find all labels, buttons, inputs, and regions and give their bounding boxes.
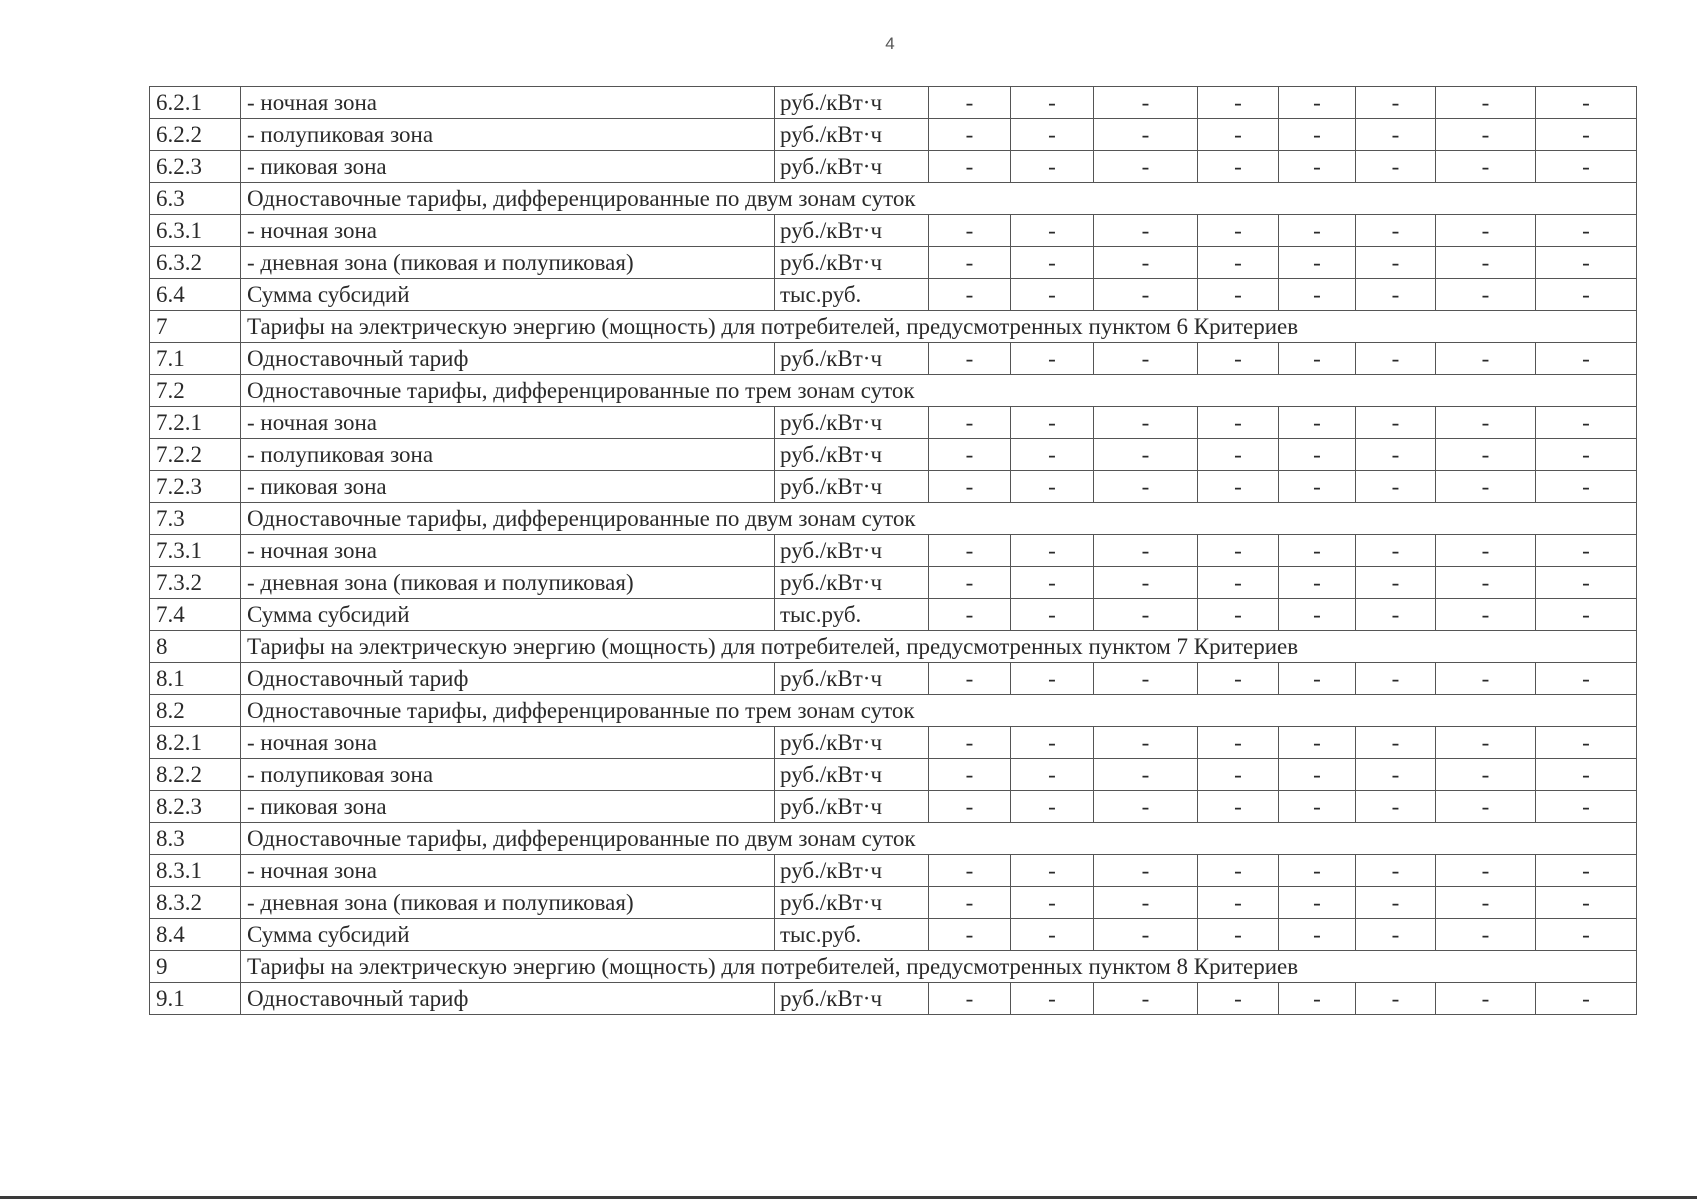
value-cell: -	[1356, 119, 1436, 151]
value-cell: -	[1094, 87, 1198, 119]
value-cell: -	[1094, 983, 1198, 1015]
value-cell: -	[929, 535, 1011, 567]
value-cell: -	[1436, 535, 1536, 567]
table-row	[150, 983, 1637, 1015]
table-row	[150, 663, 1637, 695]
row-number: 7.2	[150, 375, 241, 407]
row-number: 7.1	[150, 343, 241, 375]
table-row	[150, 567, 1637, 599]
section-row	[150, 951, 1637, 983]
value-cell: -	[1094, 727, 1198, 759]
value-cell: -	[1356, 407, 1436, 439]
value-cell: -	[929, 439, 1011, 471]
value-cell: -	[1198, 247, 1279, 279]
value-cell: -	[1094, 407, 1198, 439]
value-cell: -	[1356, 759, 1436, 791]
value-cell: -	[1436, 663, 1536, 695]
value-cell: -	[1279, 983, 1356, 1015]
value-cell: -	[1198, 215, 1279, 247]
value-cell: -	[1011, 663, 1094, 695]
value-cell: -	[1436, 567, 1536, 599]
section-row	[150, 695, 1637, 727]
row-number: 7.3.1	[150, 535, 241, 567]
row-number: 6.3.2	[150, 247, 241, 279]
value-cell: -	[1356, 663, 1436, 695]
value-cell: -	[1279, 919, 1356, 951]
row-label: - ночная зона	[241, 727, 775, 759]
value-cell: -	[1356, 151, 1436, 183]
value-cell: -	[1536, 855, 1637, 887]
row-unit: руб./кВт·ч	[775, 535, 929, 567]
section-row	[150, 183, 1637, 215]
section-title: Одноставочные тарифы, дифференцированные по двум зонам суток	[241, 503, 1637, 535]
value-cell: -	[929, 599, 1011, 631]
value-cell: -	[1198, 87, 1279, 119]
value-cell: -	[929, 247, 1011, 279]
value-cell: -	[1198, 919, 1279, 951]
value-cell: -	[1536, 407, 1637, 439]
section-title: Тарифы на электрическую энергию (мощность) для потребителей, предусмотренных пунктом 6 Критериев	[241, 311, 1637, 343]
row-number: 6.2.3	[150, 151, 241, 183]
row-number: 7.2.1	[150, 407, 241, 439]
value-cell: -	[1356, 887, 1436, 919]
value-cell: -	[1436, 279, 1536, 311]
row-unit: руб./кВт·ч	[775, 119, 929, 151]
value-cell: -	[1356, 983, 1436, 1015]
value-cell: -	[1356, 215, 1436, 247]
row-unit: руб./кВт·ч	[775, 343, 929, 375]
value-cell: -	[1536, 887, 1637, 919]
row-unit: руб./кВт·ч	[775, 87, 929, 119]
row-number: 8.2.2	[150, 759, 241, 791]
value-cell: -	[1436, 247, 1536, 279]
section-row	[150, 631, 1637, 663]
table-row	[150, 471, 1637, 503]
value-cell: -	[1094, 439, 1198, 471]
value-cell: -	[929, 919, 1011, 951]
table-row	[150, 535, 1637, 567]
value-cell: -	[1536, 663, 1637, 695]
value-cell: -	[1436, 887, 1536, 919]
table-row	[150, 279, 1637, 311]
value-cell: -	[1279, 279, 1356, 311]
row-label: Сумма субсидий	[241, 599, 775, 631]
value-cell: -	[1436, 151, 1536, 183]
value-cell: -	[929, 663, 1011, 695]
value-cell: -	[1198, 343, 1279, 375]
table-row	[150, 343, 1637, 375]
value-cell: -	[1279, 151, 1356, 183]
value-cell: -	[929, 983, 1011, 1015]
row-number: 6.3.1	[150, 215, 241, 247]
row-unit: руб./кВт·ч	[775, 855, 929, 887]
row-label: - полупиковая зона	[241, 119, 775, 151]
value-cell: -	[1536, 919, 1637, 951]
value-cell: -	[929, 791, 1011, 823]
value-cell: -	[929, 343, 1011, 375]
value-cell: -	[1198, 567, 1279, 599]
value-cell: -	[1356, 855, 1436, 887]
value-cell: -	[1279, 855, 1356, 887]
value-cell: -	[1436, 599, 1536, 631]
value-cell: -	[1198, 279, 1279, 311]
row-label: Одноставочный тариф	[241, 663, 775, 695]
row-unit: тыс.руб.	[775, 599, 929, 631]
section-title: Одноставочные тарифы, дифференцированные по трем зонам суток	[241, 695, 1637, 727]
value-cell: -	[929, 279, 1011, 311]
value-cell: -	[1356, 439, 1436, 471]
row-label: - ночная зона	[241, 407, 775, 439]
value-cell: -	[1011, 215, 1094, 247]
value-cell: -	[1536, 279, 1637, 311]
value-cell: -	[1279, 439, 1356, 471]
row-unit: руб./кВт·ч	[775, 727, 929, 759]
value-cell: -	[1279, 407, 1356, 439]
value-cell: -	[1198, 887, 1279, 919]
value-cell: -	[1011, 151, 1094, 183]
value-cell: -	[1436, 727, 1536, 759]
value-cell: -	[1011, 535, 1094, 567]
value-cell: -	[1198, 407, 1279, 439]
value-cell: -	[1356, 599, 1436, 631]
value-cell: -	[1436, 759, 1536, 791]
value-cell: -	[1011, 439, 1094, 471]
table-row	[150, 855, 1637, 887]
section-title: Одноставочные тарифы, дифференцированные по трем зонам суток	[241, 375, 1637, 407]
value-cell: -	[1094, 343, 1198, 375]
value-cell: -	[1279, 567, 1356, 599]
row-label: - ночная зона	[241, 855, 775, 887]
value-cell: -	[1094, 567, 1198, 599]
value-cell: -	[1356, 247, 1436, 279]
value-cell: -	[1536, 759, 1637, 791]
section-row	[150, 823, 1637, 855]
row-number: 7.2.2	[150, 439, 241, 471]
row-label: - ночная зона	[241, 87, 775, 119]
row-unit: руб./кВт·ч	[775, 663, 929, 695]
row-number: 8.3.2	[150, 887, 241, 919]
value-cell: -	[1536, 119, 1637, 151]
value-cell: -	[1356, 471, 1436, 503]
row-unit: тыс.руб.	[775, 919, 929, 951]
value-cell: -	[1356, 567, 1436, 599]
row-label: - пиковая зона	[241, 471, 775, 503]
row-label: - пиковая зона	[241, 151, 775, 183]
value-cell: -	[1536, 439, 1637, 471]
row-unit: руб./кВт·ч	[775, 215, 929, 247]
value-cell: -	[1279, 535, 1356, 567]
row-number: 7.4	[150, 599, 241, 631]
value-cell: -	[1279, 759, 1356, 791]
value-cell: -	[1356, 919, 1436, 951]
row-number: 9	[150, 951, 241, 983]
section-row	[150, 375, 1637, 407]
value-cell: -	[1279, 791, 1356, 823]
row-number: 6.2.2	[150, 119, 241, 151]
value-cell: -	[1536, 567, 1637, 599]
row-number: 8	[150, 631, 241, 663]
value-cell: -	[1536, 151, 1637, 183]
value-cell: -	[929, 215, 1011, 247]
table-row	[150, 727, 1637, 759]
table-row	[150, 87, 1637, 119]
value-cell: -	[1094, 887, 1198, 919]
row-unit: руб./кВт·ч	[775, 567, 929, 599]
value-cell: -	[1198, 119, 1279, 151]
row-number: 6.3	[150, 183, 241, 215]
value-cell: -	[1011, 855, 1094, 887]
value-cell: -	[929, 119, 1011, 151]
row-unit: руб./кВт·ч	[775, 151, 929, 183]
value-cell: -	[1011, 599, 1094, 631]
value-cell: -	[1436, 855, 1536, 887]
tariff-table	[149, 86, 1637, 1015]
value-cell: -	[1011, 887, 1094, 919]
bottom-scan-edge	[0, 1196, 1697, 1199]
table-row	[150, 119, 1637, 151]
value-cell: -	[1094, 535, 1198, 567]
value-cell: -	[1279, 727, 1356, 759]
value-cell: -	[1279, 343, 1356, 375]
table-row	[150, 599, 1637, 631]
value-cell: -	[1011, 791, 1094, 823]
value-cell: -	[1011, 567, 1094, 599]
row-number: 9.1	[150, 983, 241, 1015]
row-label: - ночная зона	[241, 215, 775, 247]
table-row	[150, 791, 1637, 823]
row-number: 6.2.1	[150, 87, 241, 119]
value-cell: -	[1198, 439, 1279, 471]
row-unit: руб./кВт·ч	[775, 983, 929, 1015]
row-label: Сумма субсидий	[241, 919, 775, 951]
table-row	[150, 439, 1637, 471]
value-cell: -	[1536, 791, 1637, 823]
value-cell: -	[929, 407, 1011, 439]
row-number: 8.3.1	[150, 855, 241, 887]
value-cell: -	[1011, 759, 1094, 791]
value-cell: -	[1536, 247, 1637, 279]
value-cell: -	[1279, 87, 1356, 119]
value-cell: -	[929, 759, 1011, 791]
value-cell: -	[1436, 343, 1536, 375]
row-unit: руб./кВт·ч	[775, 247, 929, 279]
section-row	[150, 503, 1637, 535]
value-cell: -	[1094, 151, 1198, 183]
value-cell: -	[1279, 247, 1356, 279]
value-cell: -	[929, 727, 1011, 759]
value-cell: -	[1279, 663, 1356, 695]
row-number: 6.4	[150, 279, 241, 311]
value-cell: -	[1356, 279, 1436, 311]
value-cell: -	[1094, 119, 1198, 151]
value-cell: -	[929, 567, 1011, 599]
value-cell: -	[1536, 599, 1637, 631]
value-cell: -	[1356, 535, 1436, 567]
value-cell: -	[1011, 279, 1094, 311]
row-label: Одноставочный тариф	[241, 343, 775, 375]
row-label: Одноставочный тариф	[241, 983, 775, 1015]
row-number: 7.3.2	[150, 567, 241, 599]
value-cell: -	[1436, 439, 1536, 471]
row-number: 8.2.1	[150, 727, 241, 759]
value-cell: -	[1198, 759, 1279, 791]
value-cell: -	[1436, 983, 1536, 1015]
row-label: - ночная зона	[241, 535, 775, 567]
table-row	[150, 407, 1637, 439]
table-row	[150, 759, 1637, 791]
value-cell: -	[1094, 279, 1198, 311]
value-cell: -	[1436, 919, 1536, 951]
row-unit: руб./кВт·ч	[775, 471, 929, 503]
section-title: Одноставочные тарифы, дифференцированные по двум зонам суток	[241, 183, 1637, 215]
value-cell: -	[1356, 343, 1436, 375]
row-number: 7	[150, 311, 241, 343]
row-label: - полупиковая зона	[241, 439, 775, 471]
value-cell: -	[1356, 727, 1436, 759]
row-label: - полупиковая зона	[241, 759, 775, 791]
table-row	[150, 919, 1637, 951]
value-cell: -	[1436, 87, 1536, 119]
row-label: - дневная зона (пиковая и полупиковая)	[241, 247, 775, 279]
value-cell: -	[1536, 727, 1637, 759]
row-label: Сумма субсидий	[241, 279, 775, 311]
value-cell: -	[1094, 471, 1198, 503]
value-cell: -	[1436, 407, 1536, 439]
value-cell: -	[1279, 471, 1356, 503]
row-unit: руб./кВт·ч	[775, 439, 929, 471]
row-number: 8.2	[150, 695, 241, 727]
section-title: Тарифы на электрическую энергию (мощность) для потребителей, предусмотренных пунктом 7 Критериев	[241, 631, 1637, 663]
value-cell: -	[1094, 759, 1198, 791]
table-body	[150, 87, 1637, 1015]
value-cell: -	[1198, 663, 1279, 695]
value-cell: -	[1198, 983, 1279, 1015]
row-number: 7.2.3	[150, 471, 241, 503]
value-cell: -	[1279, 599, 1356, 631]
value-cell: -	[1436, 791, 1536, 823]
section-title: Тарифы на электрическую энергию (мощность) для потребителей, предусмотренных пунктом 8 Критериев	[241, 951, 1637, 983]
value-cell: -	[1094, 791, 1198, 823]
row-unit: тыс.руб.	[775, 279, 929, 311]
value-cell: -	[1356, 791, 1436, 823]
value-cell: -	[1011, 983, 1094, 1015]
value-cell: -	[1198, 599, 1279, 631]
value-cell: -	[1279, 887, 1356, 919]
row-number: 7.3	[150, 503, 241, 535]
value-cell: -	[1094, 247, 1198, 279]
value-cell: -	[1436, 119, 1536, 151]
table-row	[150, 151, 1637, 183]
value-cell: -	[929, 887, 1011, 919]
value-cell: -	[1094, 599, 1198, 631]
value-cell: -	[1198, 535, 1279, 567]
value-cell: -	[1011, 919, 1094, 951]
value-cell: -	[1094, 855, 1198, 887]
value-cell: -	[1011, 407, 1094, 439]
value-cell: -	[1198, 855, 1279, 887]
value-cell: -	[1011, 471, 1094, 503]
table-row	[150, 247, 1637, 279]
value-cell: -	[929, 855, 1011, 887]
value-cell: -	[1011, 87, 1094, 119]
value-cell: -	[1094, 215, 1198, 247]
value-cell: -	[1536, 535, 1637, 567]
value-cell: -	[1094, 919, 1198, 951]
row-unit: руб./кВт·ч	[775, 407, 929, 439]
value-cell: -	[1536, 343, 1637, 375]
table-row	[150, 215, 1637, 247]
row-label: - дневная зона (пиковая и полупиковая)	[241, 567, 775, 599]
value-cell: -	[1198, 727, 1279, 759]
row-unit: руб./кВт·ч	[775, 791, 929, 823]
value-cell: -	[1536, 471, 1637, 503]
value-cell: -	[929, 151, 1011, 183]
value-cell: -	[1198, 151, 1279, 183]
row-label: - дневная зона (пиковая и полупиковая)	[241, 887, 775, 919]
value-cell: -	[1198, 791, 1279, 823]
value-cell: -	[929, 471, 1011, 503]
value-cell: -	[1279, 119, 1356, 151]
value-cell: -	[1011, 119, 1094, 151]
value-cell: -	[1011, 247, 1094, 279]
row-unit: руб./кВт·ч	[775, 887, 929, 919]
value-cell: -	[1536, 87, 1637, 119]
value-cell: -	[1536, 215, 1637, 247]
value-cell: -	[1011, 343, 1094, 375]
row-label: - пиковая зона	[241, 791, 775, 823]
value-cell: -	[1094, 663, 1198, 695]
value-cell: -	[929, 87, 1011, 119]
row-number: 8.4	[150, 919, 241, 951]
value-cell: -	[1011, 727, 1094, 759]
value-cell: -	[1279, 215, 1356, 247]
row-number: 8.2.3	[150, 791, 241, 823]
value-cell: -	[1356, 87, 1436, 119]
section-row	[150, 311, 1637, 343]
value-cell: -	[1536, 983, 1637, 1015]
row-number: 8.3	[150, 823, 241, 855]
row-number: 8.1	[150, 663, 241, 695]
page-number: 4	[885, 34, 895, 53]
value-cell: -	[1198, 471, 1279, 503]
section-title: Одноставочные тарифы, дифференцированные по двум зонам суток	[241, 823, 1637, 855]
table-row	[150, 887, 1637, 919]
value-cell: -	[1436, 471, 1536, 503]
row-unit: руб./кВт·ч	[775, 759, 929, 791]
value-cell: -	[1436, 215, 1536, 247]
